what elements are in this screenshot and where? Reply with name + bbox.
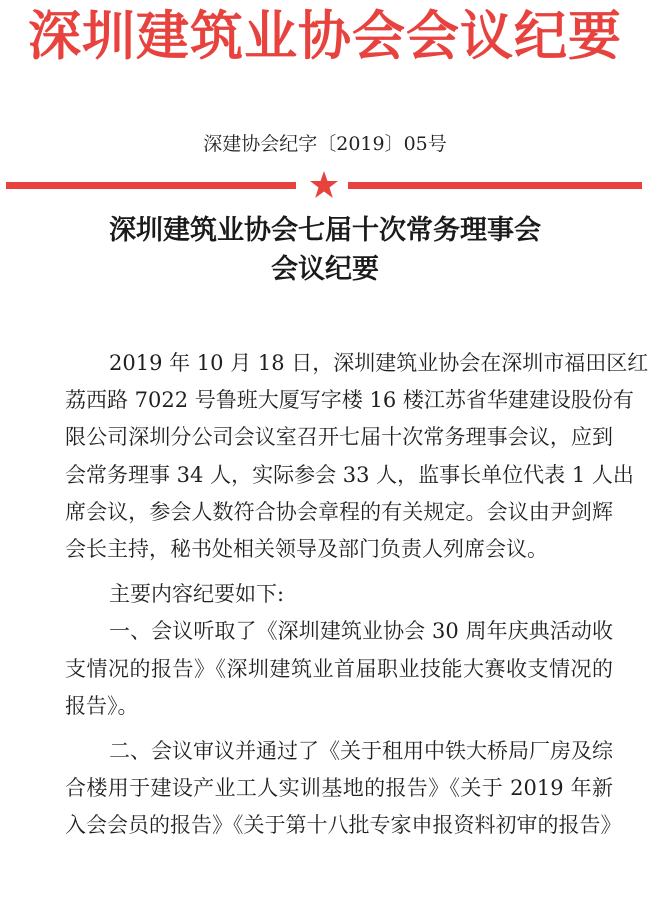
text-line: 荔西路 7022 号鲁班大厦写字楼 16 楼江苏省华建建设股份有	[65, 388, 634, 413]
text-line: 2019 年 10 月 18 日，深圳建筑业协会在深圳市福田区红	[109, 351, 649, 375]
agenda-item-1	[65, 613, 613, 725]
agenda-item-2	[65, 733, 622, 845]
text-line: 会长主持，秘书处相关领导及部门负责人列席会议。	[65, 536, 548, 561]
masthead-title: 深圳建筑业协会会议纪要	[28, 6, 622, 67]
paragraph-meeting-info	[65, 345, 649, 568]
text-line: 二、会议审议并通过了《关于租用中铁大桥局厂房及综	[109, 738, 613, 763]
text-line: 合楼用于建设产业工人实训基地的报告》《关于 2019 年新	[65, 776, 613, 801]
document-title-line-1: 深圳建筑业协会七届十次常务理事会	[109, 215, 541, 246]
document-number: 深建协会纪字〔2019〕05号	[203, 133, 447, 155]
text-line: 入会会员的报告》《关于第十八批专家申报资料初审的报告》	[65, 813, 622, 838]
text-line: 席会议，参会人数符合协会章程的有关规定。会议由尹剑辉	[65, 499, 613, 524]
text-line: 会常务理事 34 人，实际参会 33 人，监事长单位代表 1 人出	[65, 462, 634, 487]
red-divider-left	[6, 182, 296, 189]
red-divider-right	[348, 182, 642, 189]
red-star-icon	[309, 170, 339, 200]
text-line: 支情况的报告》《深圳建筑业首届职业技能大赛收支情况的	[65, 656, 613, 681]
summary-intro: 主要内容纪要如下:	[109, 582, 285, 607]
document-body	[65, 345, 649, 844]
text-line: 报告》。	[65, 693, 139, 718]
text-line: 一、会议听取了《深圳建筑业协会 30 周年庆典活动收	[109, 619, 613, 644]
document-title-line-2: 会议纪要	[271, 254, 379, 285]
text-line: 限公司深圳分公司会议室召开七届十次常务理事会议，应到	[65, 425, 613, 450]
